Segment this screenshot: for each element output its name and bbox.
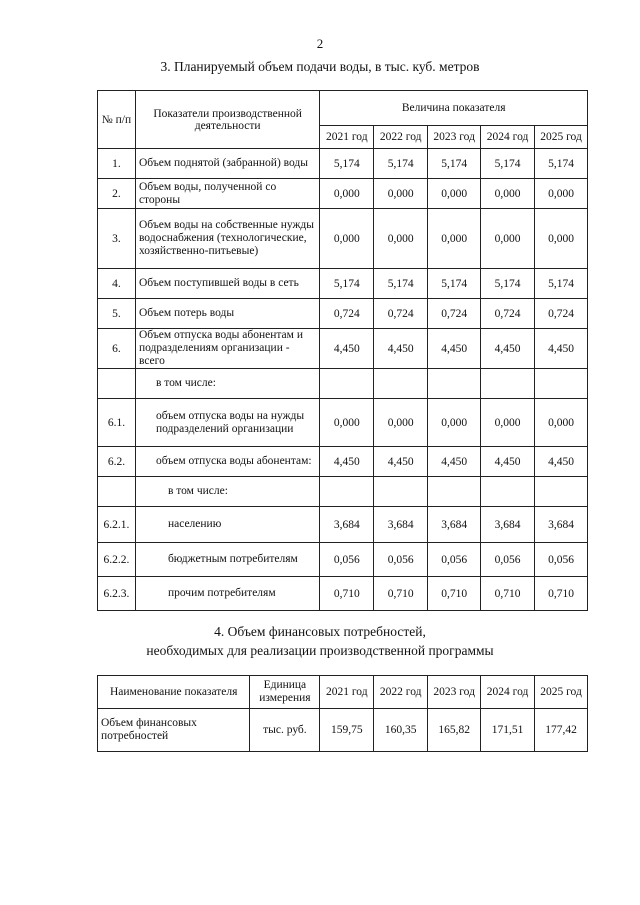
row-value: 4,450 — [481, 329, 535, 369]
row-value: 0,056 — [428, 543, 481, 577]
row-label: населению — [135, 507, 319, 543]
row-value: 0,056 — [481, 543, 535, 577]
row-value: 5,174 — [374, 149, 428, 179]
row-value: 0,710 — [481, 577, 535, 611]
year-header: 2025 год — [535, 126, 588, 149]
fin-value: 171,51 — [481, 709, 535, 752]
row-label: Объем воды, полученной со стороны — [135, 179, 319, 209]
table-row — [98, 507, 588, 543]
row-value — [481, 477, 535, 507]
row-value — [535, 477, 588, 507]
row-value: 0,056 — [535, 543, 588, 577]
row-value: 0,000 — [374, 179, 428, 209]
fin-row-label: Объем финансовых потребностей — [98, 709, 250, 752]
year-header: 2025 год — [535, 676, 588, 709]
row-value: 5,174 — [320, 149, 374, 179]
year-header: 2021 год — [320, 126, 374, 149]
table-row — [98, 399, 588, 447]
row-value: 0,710 — [320, 577, 374, 611]
row-value: 0,000 — [481, 209, 535, 269]
row-value: 4,450 — [535, 329, 588, 369]
row-label: в том числе: — [135, 369, 319, 399]
row-value: 0,000 — [428, 399, 481, 447]
financial-table — [97, 675, 588, 752]
row-label: Объем поднятой (забранной) воды — [135, 149, 319, 179]
section4-title-line1: 4. Объем финансовых потребностей, — [214, 624, 426, 639]
row-num: 4. — [98, 269, 136, 299]
row-num: 5. — [98, 299, 136, 329]
row-num: 6.1. — [98, 399, 136, 447]
row-value: 3,684 — [481, 507, 535, 543]
row-value — [320, 369, 374, 399]
row-label: Объем отпуска воды абонентам и подразделениям организации - всего — [135, 329, 319, 369]
row-value: 0,056 — [374, 543, 428, 577]
row-value — [374, 477, 428, 507]
row-value: 5,174 — [428, 269, 481, 299]
row-label: прочим потребителям — [135, 577, 319, 611]
table-row — [98, 369, 588, 399]
page-number: 2 — [316, 36, 324, 51]
year-header: 2022 год — [374, 126, 428, 149]
row-value — [428, 477, 481, 507]
fin-value: 159,75 — [320, 709, 374, 752]
row-value: 4,450 — [535, 447, 588, 477]
row-value: 5,174 — [428, 149, 481, 179]
row-value: 0,710 — [535, 577, 588, 611]
year-header: 2024 год — [481, 126, 535, 149]
water-supply-table — [97, 90, 588, 611]
row-num: 3. — [98, 209, 136, 269]
row-num: 6.2.2. — [98, 543, 136, 577]
row-value: 0,000 — [428, 179, 481, 209]
row-value: 5,174 — [481, 269, 535, 299]
row-value — [535, 369, 588, 399]
row-value: 0,000 — [535, 179, 588, 209]
row-label: объем отпуска воды на нужды подразделений организации — [135, 399, 319, 447]
row-value: 0,000 — [374, 399, 428, 447]
row-value: 3,684 — [428, 507, 481, 543]
header-indicator: Показатели производственной деятельности — [135, 91, 319, 149]
row-value: 4,450 — [428, 447, 481, 477]
table-row — [98, 477, 588, 507]
row-value: 4,450 — [374, 447, 428, 477]
row-value — [428, 369, 481, 399]
row-value: 0,724 — [374, 299, 428, 329]
row-value: 4,450 — [481, 447, 535, 477]
row-num: 6. — [98, 329, 136, 369]
row-value: 5,174 — [481, 149, 535, 179]
row-num: 6.2.1. — [98, 507, 136, 543]
table-row — [98, 209, 588, 269]
row-num: 6.2. — [98, 447, 136, 477]
row-num — [98, 369, 136, 399]
row-value: 0,000 — [481, 399, 535, 447]
row-value: 0,724 — [535, 299, 588, 329]
year-header: 2024 год — [481, 676, 535, 709]
row-num: 1. — [98, 149, 136, 179]
fin-value: 165,82 — [428, 709, 481, 752]
row-value: 0,724 — [428, 299, 481, 329]
row-label: в том числе: — [135, 477, 319, 507]
fin-row-unit: тыс. руб. — [250, 709, 320, 752]
table-row — [98, 577, 588, 611]
row-value: 0,000 — [428, 209, 481, 269]
row-value: 3,684 — [535, 507, 588, 543]
row-value: 0,000 — [320, 179, 374, 209]
row-value: 0,724 — [481, 299, 535, 329]
row-value: 0,000 — [320, 399, 374, 447]
row-num: 2. — [98, 179, 136, 209]
row-value: 0,000 — [481, 179, 535, 209]
section3-title: 3. Планируемый объем подачи воды, в тыс. куб. метров — [160, 59, 480, 74]
table-row — [98, 149, 588, 179]
fin-header-unit: Единица измерения — [250, 676, 320, 709]
row-value: 5,174 — [535, 269, 588, 299]
fin-value: 177,42 — [535, 709, 588, 752]
year-header: 2022 год — [374, 676, 428, 709]
row-label: объем отпуска воды абонентам: — [135, 447, 319, 477]
table-row — [98, 447, 588, 477]
row-value: 0,056 — [320, 543, 374, 577]
row-value: 0,000 — [320, 209, 374, 269]
row-value: 5,174 — [320, 269, 374, 299]
table-row — [98, 269, 588, 299]
row-value: 4,450 — [320, 447, 374, 477]
row-value: 0,710 — [428, 577, 481, 611]
row-num — [98, 477, 136, 507]
row-value: 4,450 — [320, 329, 374, 369]
row-num: 6.2.3. — [98, 577, 136, 611]
row-value: 0,710 — [374, 577, 428, 611]
row-value: 0,000 — [374, 209, 428, 269]
table-row — [98, 543, 588, 577]
fin-header-row — [98, 676, 588, 709]
row-value — [320, 477, 374, 507]
row-value: 0,000 — [535, 209, 588, 269]
row-value: 0,724 — [320, 299, 374, 329]
row-label: Объем потерь воды — [135, 299, 319, 329]
row-value: 3,684 — [320, 507, 374, 543]
fin-header-name: Наименование показателя — [98, 676, 250, 709]
fin-value: 160,35 — [374, 709, 428, 752]
table-header-row — [98, 91, 588, 126]
table-row — [98, 179, 588, 209]
year-header: 2023 год — [428, 126, 481, 149]
row-value — [374, 369, 428, 399]
row-value: 4,450 — [428, 329, 481, 369]
row-value: 0,000 — [535, 399, 588, 447]
section4-title-line2: необходимых для реализации производственной программы — [146, 643, 494, 658]
year-header: 2023 год — [428, 676, 481, 709]
header-value: Величина показателя — [320, 91, 588, 126]
row-label: Объем поступившей воды в сеть — [135, 269, 319, 299]
row-label: Объем воды на собственные нужды водоснабжения (технологические, хозяйственно-питьевые) — [135, 209, 319, 269]
row-value: 5,174 — [374, 269, 428, 299]
fin-data-row — [98, 709, 588, 752]
table-row — [98, 329, 588, 369]
year-header: 2021 год — [320, 676, 374, 709]
table-row — [98, 299, 588, 329]
row-value: 5,174 — [535, 149, 588, 179]
row-value: 4,450 — [374, 329, 428, 369]
row-value — [481, 369, 535, 399]
row-value: 3,684 — [374, 507, 428, 543]
row-label: бюджетным потребителям — [135, 543, 319, 577]
header-num: № п/п — [98, 91, 136, 149]
